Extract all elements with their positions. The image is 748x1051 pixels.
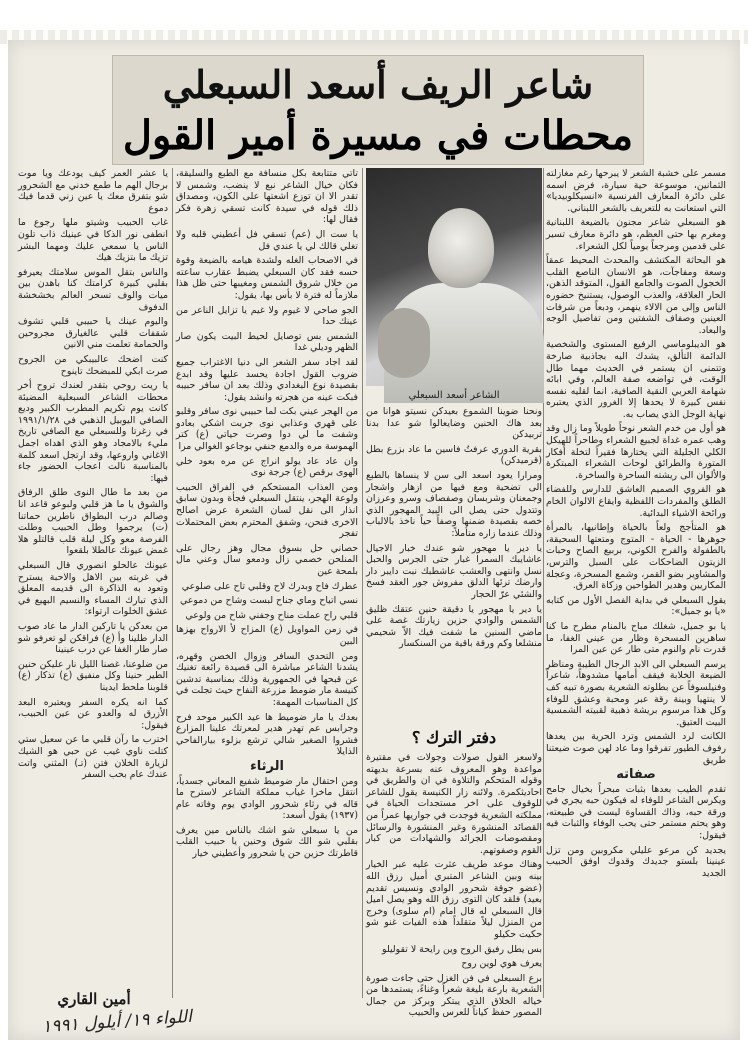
poem-verse: يعرف هوي لوين روح — [461, 958, 542, 970]
column-left — [18, 168, 168, 998]
poem-verse: من ضلوعنا، غصنا الليل نار عليكن حنين الطير حنينا وكل منفيق (ع) تذكار (ع) قلوبنا ملحط ايدينا — [18, 658, 168, 693]
paragraph: تاتي متتابعة بكل منسافة مع الطبع والسليقة، فكان خيال الشاعر نبع لا ينضب، وشمس لا تقدر الا ان توزع اشعتها على الكون، ومصداق ذلك قوله في سيدة كانت تسقي زهرة فكر فقال لها: — [176, 168, 358, 226]
photo-figure-hand — [378, 308, 430, 378]
paragraph: يرسم السبعلي الى الابد الرجال الطيبة ومناظر الضيعة الخلابة فيقف أمامها مشدوهاً، شاعراً وفنيلسوفاً عن بطلوته الشعرية بصورة تبيه كف لا ينتهيا وبينة رقة عبر ومحبة وعشق للوفاء وكل هذا مرسوم بريشة ذهبية لقبيته الشمسية البيت العتيق. — [546, 658, 726, 728]
poem-verse: غاب الحبيب وشيتو ملها رجوع ما انطفى نور الذكا في عينيك ذاب تلون الناس يا سمعي عليك ومهما البشر تزيك ما بتزيك هيك — [18, 217, 168, 264]
photo-figure-head — [428, 208, 494, 288]
paragraph: تقدم الطيب بعدها بثبات مبحراً بخيال جامح ويكرس الشاعر للوفاء له فيكون حبه يجري في ورقة حبه، وذاك القساوة ليست في طبيعته، وهو يحتم مستمر حتى يحب الوفاء والثبات فيه فيقول: — [546, 783, 726, 842]
paragraph: هو المتأجج ولعاً بالحياة وإطانيها، بالمرأة جوهرها - الحياة - المتوج ومتعتها السحيقة، بالطفولة والفرح الكوني، بربيع الصاح وحبات الزيتون الضاحكات على السبل والترس، والمشاوير بضو القمر، وشمع المسحرة، وعجلة المكاريين وهدير الطواحين وزكاة العرق. — [546, 522, 726, 592]
poem-verse: نسي اتياح وماي جناح لبست وشاح من دموعي — [179, 595, 358, 607]
portrait-photo — [366, 168, 542, 386]
poem-verse: والناس بتقل الموس سلامتك يعيرفو بقلبي كبيرة كرامتك كنا باهدن بين ميات والوف تسحر العالم بخشخشة الدفوف — [18, 266, 168, 313]
paragraph: مسمر على خشبة الشعر لا يبرحها رغم مغازلته الثمانين، موسوعة حية سيارة، فرض اسمه على دائرة المعارف الفرنسية «انسيكلوبيديا» التي استعانت به للتعريف بالشعر اللبناني. — [546, 168, 726, 214]
paragraph: هو البحاثة المكتشف والمحدث المحيط عمقاً وسعة ومفاجآت، هو الانسان الناصع القلب الخجول الصوت والجامع القول، المتوقد الذهن، الحار العلاقة، والعذب الوصول، يستنيخ حضوره الناس وإلى من الالاء ينهمر، ودبعاً من شرفات العينين وصفاف الشفتين ومن تفاصيل الوجه والبعاد. — [546, 255, 726, 336]
paragraph: في الاصحاب الغله ولشدة هيامه بالضيعة وقوة حسه فقد كان السبعلي يضبط عقارب ساعته من خلال شروق الشمس ومغيبها حتى ظل هذا ملازماً له فترة لا بأس بها، يقول: — [176, 255, 358, 301]
column-right — [546, 168, 726, 998]
poem-verse: يا ست ال (عم) تسقي فل أعطيني قلبه ولا تغلي قالك لي يا عندي فل — [176, 228, 358, 252]
paragraph: هو الديبلوماسي الرفيع المستوى والشخصية الدائمة التألق، يشدك اليه بجاذبية صارخة وتتمنى ان يستمر في الحديث مهما طال الوقت، في تواضعه صفة العالم، وفي ابائه شهامة العربي النقية الصافية، انما لقليه نفسه نفس كبيرة لا يحدها إلا الغرور الذي يعتبره نهاية الوجل الذي يصاب به. — [546, 339, 726, 420]
photo-caption: الشاعر أسعد السبعلي — [408, 390, 500, 401]
poem-verse: من بعد ما طال النوى طلق الرفاق والشوق يا ما هز قلبي ولبوعو قاعد انا وصالم درب البطواق ناطرين حماتنا (ت) يرجموا وطل الحبيب وطلت الفرصة معو وكل ليلة قلب قالتلو هلا غمض عيونك عالطلا بلقعوا — [18, 487, 168, 557]
paragraph: ومرارا يعود اسعد الى سن لا ينساها بالطبع الى تضحية ومع فيها من ازهار واشجار وجمعنان وشربسان وصفصاف وسرو وعرزان وتتدول حتى يصل الى البيد المهجور الذي خصه بقصيدة ضمنها وصفاً حياً ناخذ بالالباب وذلك عندما زاره متأملاً: — [366, 469, 542, 539]
subheading-turk-notebook: دفتر الترك ؟ — [411, 728, 497, 747]
poem-verse: بعدك يا مار ضوميط ها عيد الكبير موحد فرح وجرابس عم تهدر هدير لمعرتك علينا المزارع فشروا الصغير شالي ترشع بزلوء بيارالفاحي الذايلا — [176, 711, 358, 758]
poem-verse: من بعدكن يا تاركين الدار ما عاد صوب الدار طلينا وأ (ع) فراقكن لو تعرفو شو صار طار الغفا عن درب عينينا — [18, 620, 168, 656]
poem-verse: يا عشر العمر كيف يودعك ويا موت برجال الهم ما طمع خدني مع الشحرور شو بتفرق معك يا عين زني قدما فيك دموع — [18, 168, 168, 214]
poem-verse: الكانت لرد الشمس وترد الحرية بين يعدها رفوف الطيور تفرقوا وما عاد لهن صوت ضيعتنا طريق — [546, 731, 726, 766]
column-rule — [172, 168, 173, 998]
poem-verse: بس يطل رفيق الروح وين رايحة لا تقوليلو — [382, 943, 542, 955]
column-rule — [543, 168, 544, 998]
poem-verse: قلبي راح عملت مناح وجفني شاح من ولوعي — [185, 609, 358, 621]
poem-verse: ونحنا ضوينا الشموع بعيدكن نسيتو هوانا من بعد هاك الحنين وضايعالوا شو عدا بدنا تربيدكن — [366, 406, 542, 441]
headline-title: محطات في مسيرة أمير القول — [122, 112, 634, 159]
poem-verse: من يا سبعلي شو اشك بالناس مين يعرف بقلبي شو الك شوق وحنين يا حبيب القلب قاطرتك حزين حن يا شحرور وأعطيني خيار — [176, 824, 358, 860]
section-heading-elegy: الرثاء — [250, 758, 284, 774]
paragraph: هو السبعلي شاعر مجنون بالضيعة اللبنانية ومغرم بها حتى العظم، هو دائرة معارف تسير على قدمين ومرجعاً يومياً لكل الشعراء. — [546, 217, 726, 252]
headline-kicker: شاعر الريف أسعد السبعلي — [162, 62, 594, 107]
paragraph: كما انه يكره السفر ويعتبره البعد الأزرق له والعدو عن عين الحبيب، فيقول: — [18, 696, 168, 731]
column-rule — [362, 168, 363, 998]
poem-verse: من الهجر عيني بكت لما حبيبي نوى سافر وقلبو على قهري وعذابي نوى جربت اشكي بعادو وشفت ما لي دوا وصرت حياتي (ع) كتر الهموسة مره والدمع جنفي بوجاعو الغوالي مرا — [176, 406, 358, 453]
poem-verse: واليوم عينك يا حبيبي قلبي تشوف شقفات قلبي عالغيارق مجروحين والحمامة تعلمت مني الانين — [18, 316, 168, 351]
column-center-right-lower — [366, 752, 542, 1019]
poem-verse: حصاني حل بسوق مجال وهز رجال على المنلحن خصمي زال ودمعو سال وعني مال بلمحة عين — [176, 542, 358, 577]
paragraph: ولاسعر القول صولات وجولات في مقتيرة مواعدة وهو المعروف عنه بسرعة بديهته وقوله المتحكم والتلاوة في ان والطريق في احاديثكمرة. ولائنه زار الكنيسة يقول للشاعر للوقوف على اخر مستجدات الحياة في مملكته الشعرية فوجدت في جواريها عمراً من القصائد المنشورة وغير المنشورة والرسائل ومقصوصات الجرائد والشهادات من كبار القوم وصفوتهم. — [366, 752, 542, 856]
column-center-right — [366, 406, 542, 726]
poem-verse: يجديد كن مرعو عليلي مكروبين ومن تزل عينينا بلستو جديدك وقدوك اوفق الحبيب الجديد — [546, 844, 726, 879]
paragraph: يا ريت روحي بتقدر لعندك تروح أخر محطات الشاعر السبعلية المضيئة كانت يوم تكريم المطرب الكبير وديع الصافي اليوبيل الذهبي في ١٩٩١/١/٢٨ في زغرتا وللسبعلي مع الصافي تاريخ مليء بالامجاد وهو الذي اهداه اجمل الاغاني واروعها، وقد ارتجل اسعد كلمة بالمناسبة نالت اعجاب الحضور جاء فيها: — [18, 380, 168, 484]
poem-verse: الشمس بس توصايل لحيط البيت يكون صار الظهر وديلي غدا — [176, 330, 358, 354]
poem-verse: عطرك فاح وبدرك لاح وقلبي تاح على صلوعي — [181, 580, 358, 592]
paragraph: وهناك موعد طريف عثرت عليه عبر الخيار بينه وبين الشاعر المتبري أميل رزق الله (عضو جوقة شحرور الوادي ونسيس تقديم بعيد) فلقد كان التوى رزق الله وهو يصل اميل قال السبعلي له قال امام (ام سلوى) وخرج من المنزل ليلاً متقلداً هذه الفيات غنو شو حكيت حكيلو — [366, 859, 542, 940]
paragraph: برع السبعلي في فن الغزل حتى جاءت صورة الشعرية بارعة بليغة شعراً وغناءً، يستمدها من خياله الخلاق الذي يبتكر وبركز من جمال المصور حفظ كياناً للعرس والحبيب — [366, 972, 542, 1019]
paragraph: ومن العذاب المستحكم في الفراق الحبيب ولوعة الهجر، ينتقل السبعلي فجأة وبدون سابق انذار الى نقل لسان الشعرة عرض اصالح الاخرى فنحن، وشفق المحترم بعض المحتملات تفجر — [176, 481, 358, 540]
poem-verse: يا بو جميل، شغلك مباح بالمنام مطرح ما كنا ساهرين المسحرة وظار من عيني الغفا، ما قدرت نام والنوم متى طار عن عين المرا — [546, 620, 726, 656]
paragraph: يقول السبعلي في بداية الفصل الأول من كتابه «يا بو جميل»: — [546, 594, 726, 618]
headline-box — [112, 55, 644, 165]
paragraph: ومن التحدي السافر وزوال الخصن وقهره، يشدنا الشاعر مباشرة الى قصيدة رائعة تغنيك عن قبحها في الجمهورية وذلك بمناسبة تدشين كنيسة مار ضومط مزرعة النفاح حيث تجلت في كل المناسبات المهمة: — [176, 650, 358, 708]
handwritten-date: اللواء ١٩/ أيلول ١٩٩١ — [41, 1006, 193, 1038]
paragraph: لقد اجاد سفر الشعر الى دنيا الاغتراب جميع ضروب القول اجادة يحسد عليها وقد ابدع بقصيدة نوع البغدادي وذلك بعد ان سافر حبيبه فبكت عينه من هجرته وانشد يقول: — [176, 356, 358, 403]
poem-verse: يا دير يا مهجور شو عندك خبار الاجيال عاشايبك السمرا غبار حتى الجرس والحبل نسل وانتهى والعشب عاشطبك نبت دايبر دار وارضك ترئها الدلق مفروش جور العقد فسخ والشئي عرّ الحجار — [366, 542, 542, 600]
poem-verse: الجو صاحي لا غيوم ولا غيم يا تزايل الناعر من عينك حدا — [176, 304, 358, 328]
poem-verse: وان عاد عاد يولو انراج عن مره بعود خلي الهوى برقص (ع) جرجة نوى — [176, 455, 358, 479]
section-heading-qualities: صفاته — [616, 767, 656, 783]
paragraph: عيونك عالحلو انصوري قال السبعلي في غربته بين الاهل والاحبة يسترح وتعود به الذاكرة الى قديمه المعلق الذي تبارك المساء والنسيم البهيع في عشق الخلوات ارتواء: — [18, 560, 168, 618]
poem-verse: كنت اضحك عالبيبكي من الجروح صرت ابكي للمبضحك تاينوح — [18, 353, 168, 377]
poem-verse: يا دير يا مهجور يا دقيقة حنين عتقك ظليق الشمس والوادي حزين زيارتك غصة على ماضي السنين ما شفت فيك الاّ شحيمي منشلعا وكم ورقة باقية من السنكسار — [366, 603, 542, 650]
column-middle — [176, 168, 358, 998]
author-byline: أمين القاري — [57, 990, 131, 1008]
paragraph: هو أول من خدم الشعر نوحاً طويلاً وما زال وقد وهب عمره غداة لجبيع الشعراء وطاحراً للهيكل الكلي الجليلة التي يختارها فقيراً لتخلة أفكار المتورة والطرائق لوحات الشعراء المبتكرة والألوان الى ريشته الساحرة والساخرة. — [546, 423, 726, 481]
paragraph: اخترب ما رآن قلبي ما عن سعيل ستي كتلت ناوي غيب عن حبي هو الشيك لزيارة الخلان فتن (تـ) المثني واتت عندك عام بحب السفر — [18, 734, 168, 781]
poem-verse: بقرية الدوري عرفتُ فاسين ما عاد بزرع بطل (قرميدكن) — [366, 443, 542, 467]
paragraph: ومن احتفال مار ضوميط شفيع المعاني جسدياً، انتقل ماخرا غياب مملكة الشاعر لاسترح ما قاله في رثاء شحرور الوادي يوم وفاته عام (١٩٣٧) يقول أسعد: — [176, 775, 358, 822]
paragraph: هو الفروي الصميم العاشق للدارس وللفضاء الطلق والمفردات اللفظية وايقاع الالوان الخام ورائحة الاشياء البدائية. — [546, 484, 726, 519]
poem-verse: في زمن المواويل (ع) المزاح لأ الارواح بهزها البين — [176, 624, 358, 647]
